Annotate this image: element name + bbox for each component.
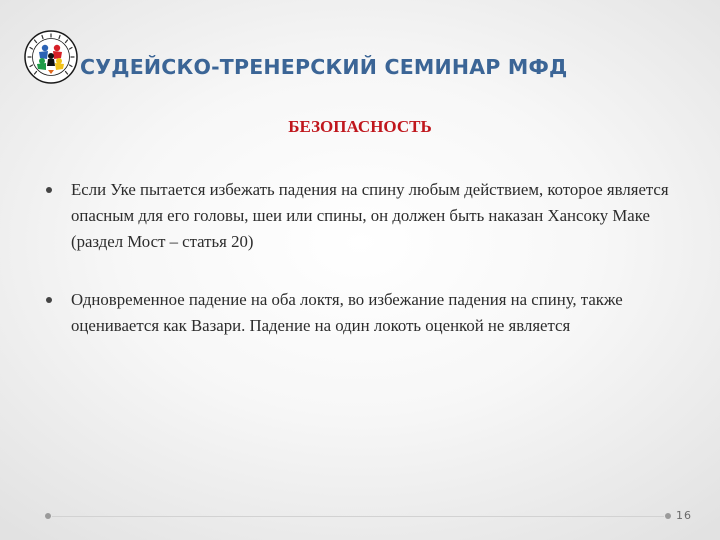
federation-logo-icon <box>24 30 78 84</box>
slide-subtitle: БЕЗОПАСНОСТЬ <box>288 117 432 136</box>
footer-divider <box>52 516 664 517</box>
bullet-list <box>46 177 686 339</box>
bullet-dot-icon <box>46 187 52 193</box>
bullet-item <box>46 287 686 339</box>
bullet-item <box>46 177 686 255</box>
bullet-text: Если Уке пытается избежать падения на спину любым действием, которое является опасным для его головы, шеи или спины, он должен быть наказан Хансоку Маке (раздел Мост – статья 20) <box>71 180 669 251</box>
footer-left-dot-icon <box>45 513 51 519</box>
page-number: 16 <box>676 509 692 522</box>
bullet-dot-icon <box>46 297 52 303</box>
bullet-text: Одновременное падение на оба локтя, во избежание падения на спину, также оценивается как Вазари. Падение на один локоть оценкой не является <box>71 290 623 335</box>
slide-title: СУДЕЙСКО-ТРЕНЕРСКИЙ СЕМИНАР МФД <box>80 55 568 79</box>
footer-right-dot-icon <box>665 513 671 519</box>
